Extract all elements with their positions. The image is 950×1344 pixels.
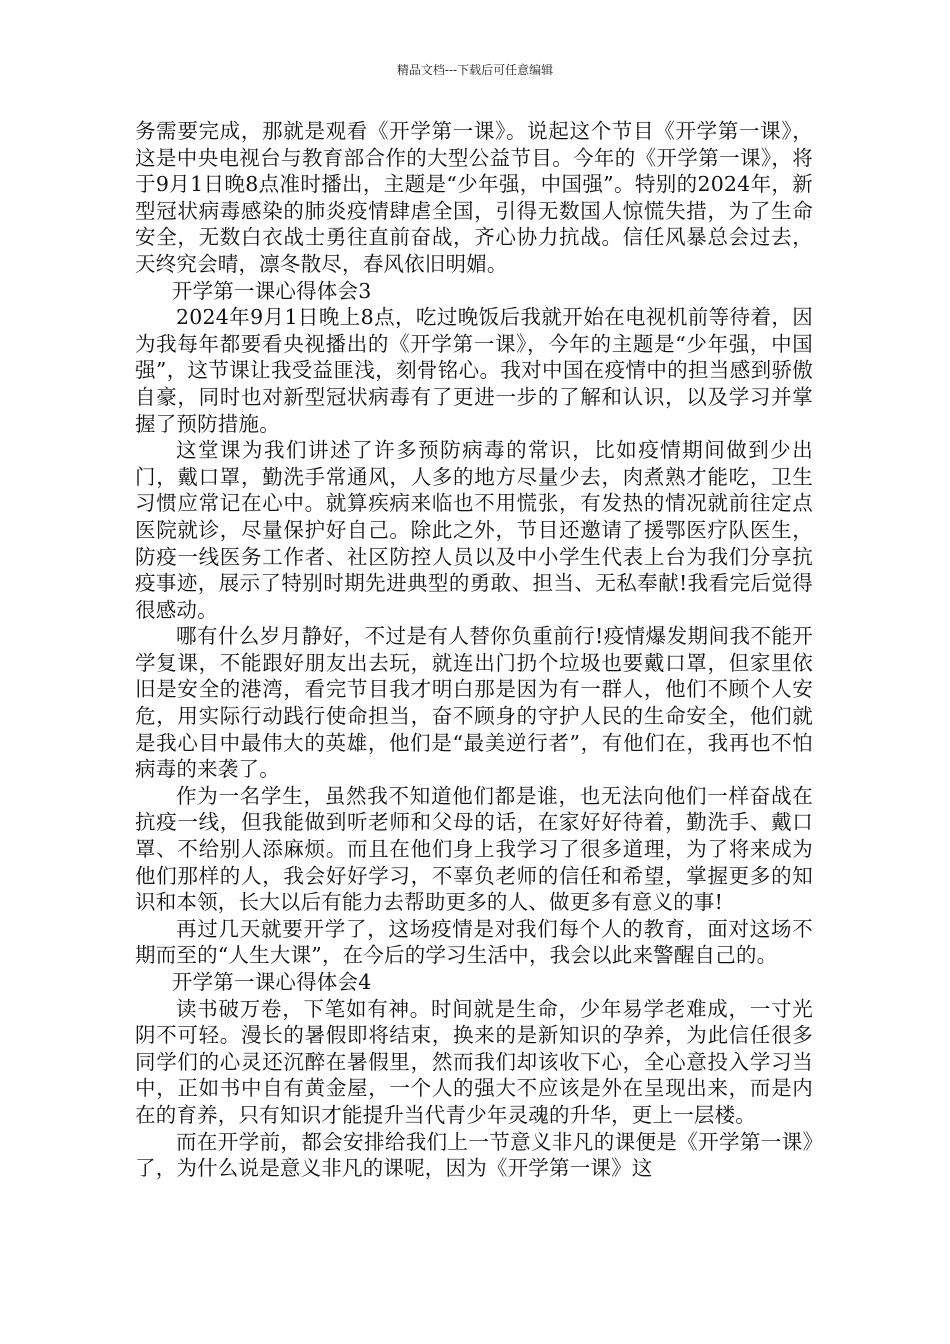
paragraph: 读书破万卷，下笔如有神。时间就是生命，少年易学老难成，一寸光阴不可轻。漫长的暑假即将结束，换来的是新知识的孕养，为此信任很多同学们的心灵还沉醉在暑假里，然而我们却该收下心，全心意投入学习当中，正如书中自有黄金屋，一个人的强大不应该是外在呈现出来，而是内在的育养，只有知识才能提升当代青少年灵魂的升华，更上一层楼。 <box>135 996 813 1127</box>
section-heading-4: 开学第一课心得体会4 <box>171 970 372 994</box>
document-body <box>135 118 813 1182</box>
page-header: 精品文档---下载后可任意编辑 <box>396 63 554 77</box>
paragraph: 哪有什么岁月静好，不过是有人替你负重前行!疫情爆发期间我不能开学复课，不能跟好朋友出去玩，就连出门扔个垃圾也要戴口罩，但家里依旧是安全的港湾，看完节目我才明白那是因为有一群人，他们不顾个人安危，用实际行动践行使命担当，奋不顾身的守护人民的生命安全，他们就是我心目中最伟大的英雄，他们是“最美逆行者”，有他们在，我再也不怕病毒的来袭了。 <box>135 624 813 782</box>
paragraph-continued: 务需要完成，那就是观看《开学第一课》。说起这个节目《开学第一课》，这是中央电视台与教育部合作的大型公益节目。今年的《开学第一课》，将于9月1日晚8点准时播出，主题是“少年强，中国强”。特别的2024年，新型冠状病毒感染的肺炎疫情肆虐全国，引得无数国人惊慌失措，为了生命安全，无数白衣战士勇往直前奋战，齐心协力抗战。信任风暴总会过去，天终究会晴，凛冬散尽，春风依旧明媚。 <box>135 119 813 276</box>
paragraph: 再过几天就要开学了，这场疫情是对我们每个人的教育，面对这场不期而至的“人生大课”，在今后的学习生活中，我会以此来警醒自己的。 <box>135 916 813 968</box>
section-heading-3: 开学第一课心得体会3 <box>171 278 372 303</box>
paragraph: 作为一名学生，虽然我不知道他们都是谁，也无法向他们一样奋战在抗疫一线，但我能做到听老师和父母的话，在家好好待着，勤洗手、戴口罩、不给别人添麻烦。而且在他们身上我学习了很多道理，为了将来成为他们那样的人，我会好好学习，不辜负老师的信任和希望，掌握更多的知识和本领，长大以后有能力去帮助更多的人、做更多有意义的事! <box>135 783 813 915</box>
paragraph: 这堂课为我们讲述了许多预防病毒的常识，比如疫情期间做到少出门，戴口罩，勤洗手常通风，人多的地方尽量少去，肉煮熟才能吃，卫生习惯应常记在心中。就算疾病来临也不用慌张，有发热的情况就前往定点医院就诊，尽量保护好自己。除此之外，节目还邀请了援鄂医疗队医生，防疫一线医务工作者、社区防控人员以及中小学生代表上台为我们分享抗疫事迹，展示了特别时期先进典型的勇敢、担当、无私奉献!我看完后觉得很感动。 <box>135 438 813 622</box>
paragraph: 而在开学前，都会安排给我们上一节意义非凡的课便是《开学第一课》了，为什么说是意义非凡的课呢，因为《开学第一课》这 <box>135 1129 813 1181</box>
paragraph: 2024年9月1日晚上8点，吃过晚饭后我就开始在电视机前等待着，因为我每年都要看央视播出的《开学第一课》，今年的主题是“少年强，中国强”，这节课让我受益匪浅，刻骨铭心。我对中国在疫情中的担当感到骄傲自豪，同时也对新型冠状病毒有了更进一步的了解和认识，以及学习并掌握了预防措施。 <box>135 305 813 436</box>
